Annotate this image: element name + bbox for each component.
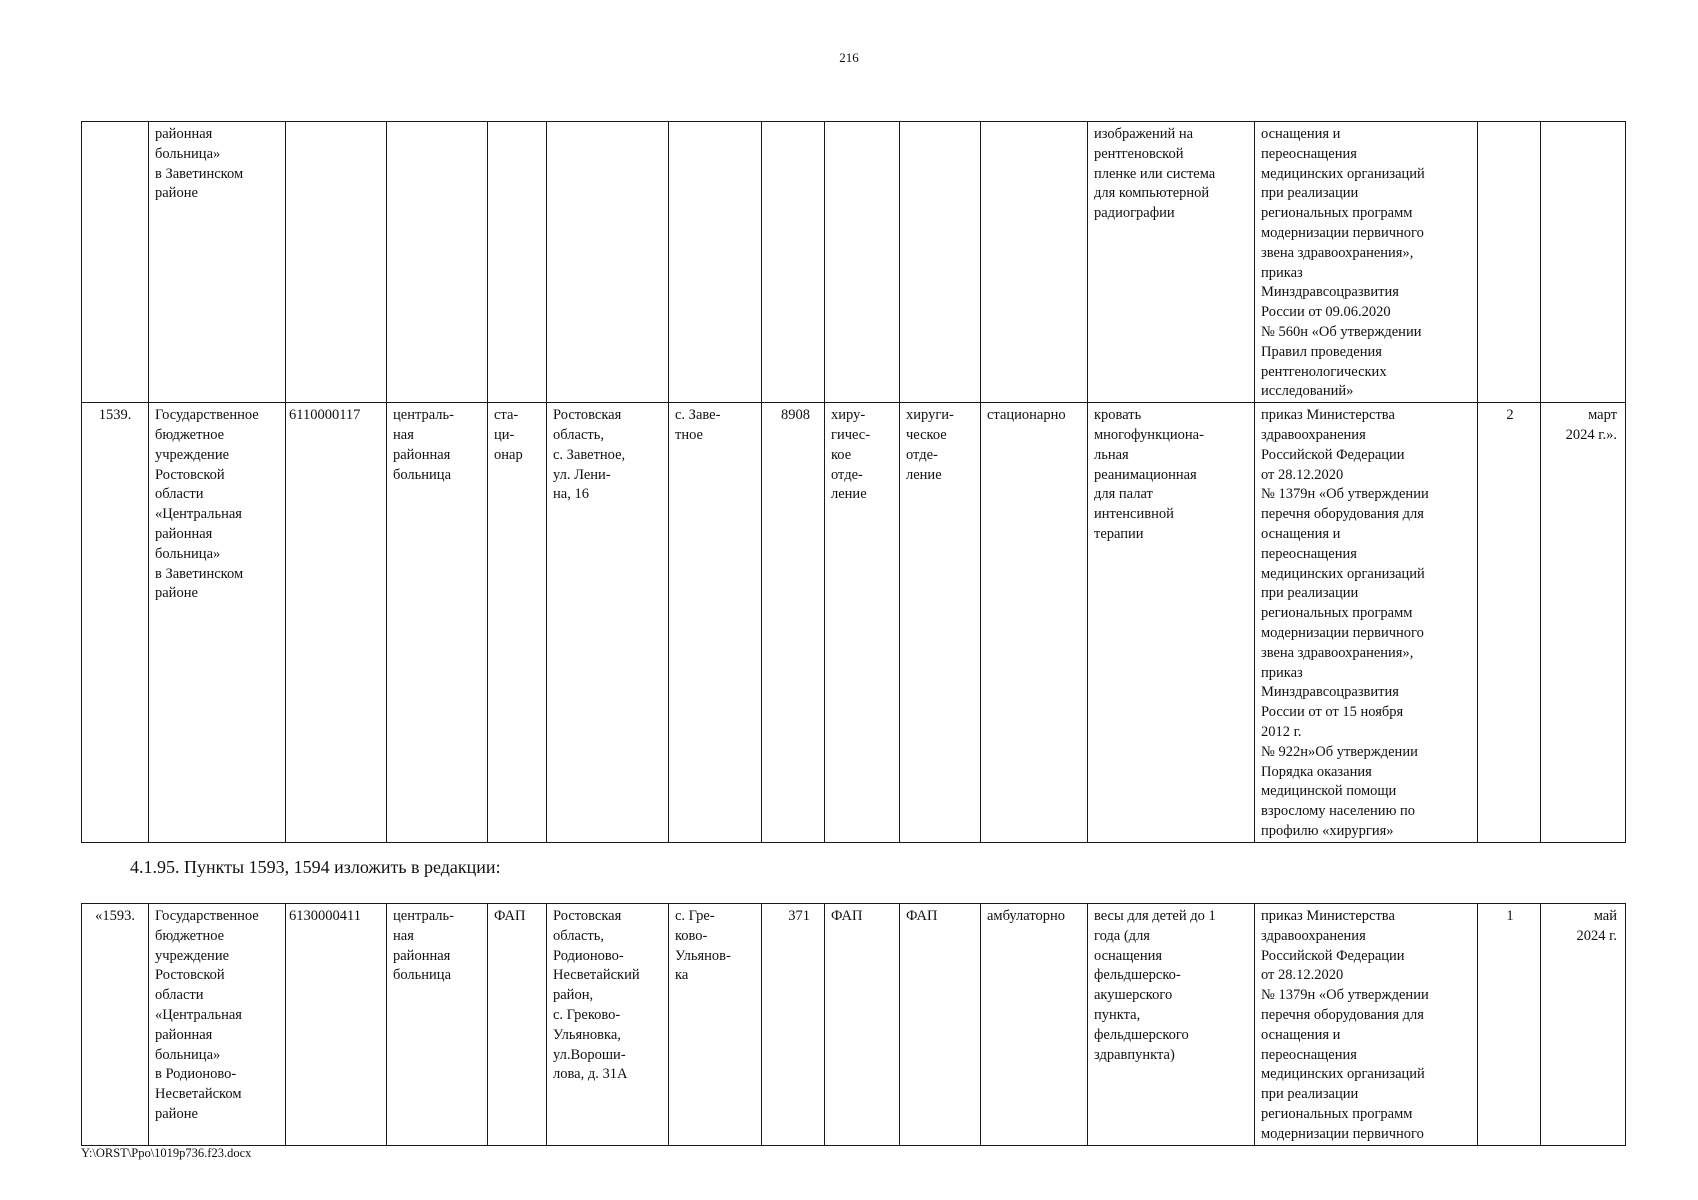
cell-care-mode: амбулаторно <box>981 904 1088 1146</box>
cell-quantity <box>1478 122 1541 403</box>
cell-locality <box>669 122 762 403</box>
cell-quantity: 1 <box>1478 904 1541 1146</box>
cell-equipment: кровать многофункциона- льная реанимационная для палат интенсивной терапии <box>1088 403 1255 843</box>
cell-department: хиру- гичес- кое отде- ление <box>825 403 900 843</box>
cell-equipment: весы для детей до 1 года (для оснащения фельдшерско- акушерского пункта, фельдшерского здравпункта) <box>1088 904 1255 1146</box>
table-row <box>82 122 1626 403</box>
cell-number: «1593. <box>82 904 149 1146</box>
cell-department <box>825 122 900 403</box>
cell-quantity: 2 <box>1478 403 1541 843</box>
table-row <box>82 403 1626 843</box>
cell-number <box>82 122 149 403</box>
cell-legal-basis: приказ Министерства здравоохранения Российской Федерации от 28.12.2020 № 1379н «Об утверждении перечня оборудования для оснащения и переоснащения медицинских организаций при реализации региональных программ модернизации первичного <box>1255 904 1478 1146</box>
table-bottom <box>81 903 1626 1146</box>
cell-value: 371 <box>762 904 825 1146</box>
table-top <box>81 121 1626 843</box>
cell-organization: районная больница» в Заветинском районе <box>149 122 286 403</box>
cell-value <box>762 122 825 403</box>
cell-locality: с. Заве- тное <box>669 403 762 843</box>
cell-date: май 2024 г. <box>1541 904 1626 1146</box>
cell-care-mode <box>981 122 1088 403</box>
cell-legal-basis: оснащения и переоснащения медицинских организаций при реализации региональных программ модернизации первичного звена здравоохранения», приказ Минздравсоцразвития России от 09.06.2020 № 560н «Об утверждении Правил проведения рентгенологических исследований» <box>1255 122 1478 403</box>
cell-number: 1539. <box>82 403 149 843</box>
cell-care-mode: стационарно <box>981 403 1088 843</box>
cell-date: март 2024 г.». <box>1541 403 1626 843</box>
cell-legal-basis: приказ Министерства здравоохранения Российской Федерации от 28.12.2020 № 1379н «Об утверждении перечня оборудования для оснащения и переоснащения медицинских организаций при реализации региональных программ модернизации первичного звена здравоохранения», приказ Минздравсоцразвития России от от 15 ноября 2012 г. № 922н»Об утверждении Порядка оказания медицинской помощи взрослому населению по профилю «хирургия» <box>1255 403 1478 843</box>
cell-facility-kind: ста- ци- онар <box>488 403 547 843</box>
cell-department-2: хируги- ческое отде- ление <box>900 403 981 843</box>
cell-facility-kind: ФАП <box>488 904 547 1146</box>
cell-facility-kind <box>488 122 547 403</box>
cell-organization: Государственное бюджетное учреждение Ростовской области «Центральная районная больница» в Родионово- Несветайском районе <box>149 904 286 1146</box>
cell-address <box>547 122 669 403</box>
cell-organization: Государственное бюджетное учреждение Ростовской области «Центральная районная больница» в Заветинском районе <box>149 403 286 843</box>
cell-department-2: ФАП <box>900 904 981 1146</box>
page-number: 216 <box>839 50 859 65</box>
cell-code: 6110000117 <box>286 403 387 843</box>
table-row <box>82 904 1626 1146</box>
cell-facility-type: централь- ная районная больница <box>387 403 488 843</box>
cell-equipment: изображений на рентгеновской пленке или система для компьютерной радиографии <box>1088 122 1255 403</box>
cell-department-2 <box>900 122 981 403</box>
section-heading: 4.1.95. Пункты 1593, 1594 изложить в редакции: <box>130 857 501 877</box>
cell-code <box>286 122 387 403</box>
cell-code: 6130000411 <box>286 904 387 1146</box>
cell-locality: с. Гре- ково- Ульянов- ка <box>669 904 762 1146</box>
cell-department: ФАП <box>825 904 900 1146</box>
cell-address: Ростовская область, с. Заветное, ул. Лени- на, 16 <box>547 403 669 843</box>
cell-value: 8908 <box>762 403 825 843</box>
cell-date <box>1541 122 1626 403</box>
file-path-footer: Y:\ORST\Ppo\1019p736.f23.docx <box>81 1146 252 1160</box>
cell-address: Ростовская область, Родионово- Несветайский район, с. Греково- Ульяновка, ул.Вороши- лова, д. 31А <box>547 904 669 1146</box>
cell-facility-type: централь- ная районная больница <box>387 904 488 1146</box>
cell-facility-type <box>387 122 488 403</box>
